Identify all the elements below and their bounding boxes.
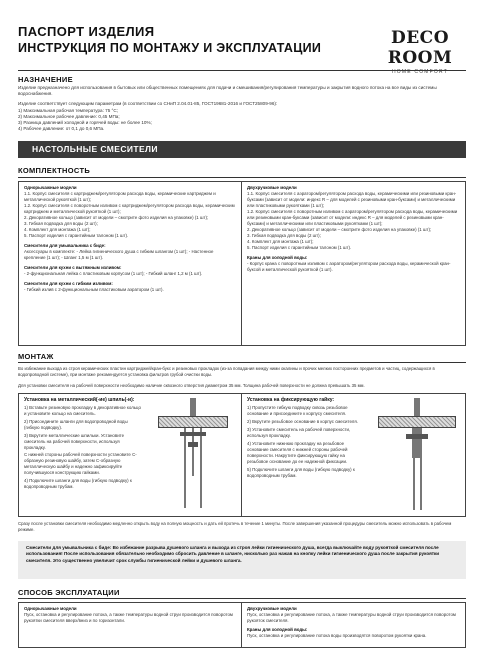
document-header	[18, 24, 466, 75]
purpose-param-3: 3) Разница давлений холодной и горячей воды: не более 10%;	[18, 120, 152, 125]
mount-left-panel	[24, 397, 142, 490]
brand-logo	[374, 28, 466, 75]
bidet-note-text	[26, 545, 458, 564]
usage-divider	[241, 602, 242, 648]
kit-left-item: 2. Декоративное кольцо (зависит от модели – смотрите фото изделия на упаковке) (1 шт);	[24, 215, 209, 220]
mount-left-title: Установка на металлический(-ие) шпиль(-и):	[24, 397, 135, 403]
mount-left-step: С нижней стороны рабочей поверхности установите С-образную резиновую шайбу, затем С-образную металлическую шайбу и надежно зафиксируйте получившуюся конструкцию гайками.	[24, 452, 137, 475]
kit-right-item: 2. Декоративное кольцо (зависит от модели – смотрите фото изделия на упаковке) (1 шт);	[247, 227, 432, 232]
nut-mount-illustration	[372, 398, 462, 514]
kit-divider	[241, 181, 242, 346]
usage-right-text-2: Пуск, остановка и регулирование потока воды производятся поворотом рукоятки крана.	[247, 633, 427, 638]
mount-after-text: Сразу после установки смесителя необходимо медленно открыть воду на полную мощность и дать ей протечь в течение 1 минуты. После завершения указанной процедуры смеситель можно использовать в рабочем режиме.	[18, 521, 452, 532]
banner-title: НАСТОЛЬНЫЕ СМЕСИТЕЛИ	[32, 144, 158, 154]
header-rule	[18, 70, 466, 71]
kit-right-item: Краны для холодной воды: - Корпус крана с поворотным изливом с аэратором/регулятором расхода воды, керамической кран-буксой и металлической рукояткой (1 шт).	[247, 255, 451, 272]
fixing-nut-shape	[406, 434, 428, 439]
washer-shape	[180, 432, 206, 436]
mount-left-step: 1) Вставьте резиновую прокладку в декоративное кольцо и установите кольцо на смеситель.	[24, 405, 141, 416]
logo-tagline: HOME COMFORT	[392, 69, 448, 75]
mount-right-title: Установка на фиксирующую гайку:	[247, 397, 335, 403]
kit-left-item: 5. Паспорт изделия с гарантийным талоном (1 шт).	[24, 233, 129, 238]
kit-right-item: 3. Гибкая подводка для воды (2 шт);	[247, 233, 321, 238]
mount-text-2: Для установки смесителя на рабочей поверхности необходимо наличие сквозного отверстия диаметром 35 мм. Толщина рабочей поверхности не должна превышать 35 мм.	[18, 383, 365, 388]
nut-shape	[188, 442, 198, 447]
faucet-body-shape	[414, 398, 420, 416]
logo-wordmark: DECO ROOM	[387, 28, 453, 68]
kit-left-item: Смесители для умывальника с биде: Аксессуары в комплекте: - Лейка гигиенического душа с гибким шлангом (1 шт); - Настенное крепление (1 шт); - Шланг 1,5 м (1 шт).	[24, 243, 214, 260]
kit-right-column	[247, 185, 461, 273]
kit-right-item: 4. Комплект для монтажа (1 шт);	[247, 239, 314, 244]
mount-rule	[18, 362, 466, 363]
bidet-note	[18, 541, 466, 579]
usage-rule	[18, 598, 466, 599]
mount-right-step: 2) Вкрутите резьбовое основание в корпус смесителя.	[247, 419, 358, 424]
kit-left-item: Смесители для кухни с вытяжным изливом: - 2-функциональная лейка с пластиковым корпусом (1 шт); - Гибкий шланг 1,2 м (1 шт).	[24, 265, 203, 276]
mount-right-step: 3) Установите смеситель на рабочей поверхности, используя прокладку.	[247, 427, 351, 438]
bidet-note-heading: Смесители для умывальника с биде:	[26, 545, 112, 550]
stud-mount-illustration	[150, 398, 236, 514]
document-subtitle: ИНСТРУКЦИЯ ПО МОНТАЖУ И ЭКСПЛУАТАЦИИ	[18, 41, 322, 55]
hose-shape	[184, 428, 186, 508]
mount-left-step: 3) Вкрутите металлические шпильки. Установите смеситель на рабочей поверхности, используя прокладку.	[24, 433, 125, 450]
kit-left-heading: Однорычажные модели	[24, 185, 77, 190]
purpose-text: Изделие предназначено для использования в бытовых или общественных помещениях для подачи и смешивания/регулирования температуры и закрытия водного потока на все виды из системы водоснабжения.	[18, 85, 437, 97]
kit-right-item: 1.2. Корпус смесителя с поворотным изливом с аэратором/регулятором расхода воды, керамическими или резиновыми кран-буксами (зависит от модели: индекс R – для моделей с резиновыми кран-буксами) и металлическими или пластиковыми рукоятками (1 шт);	[247, 209, 458, 226]
mount-right-step: 1) Пропустите гибкую подводку сквозь резьбовое основание и присоедините к корпусу смесителя.	[247, 405, 348, 416]
countertop-shape	[158, 416, 228, 428]
document-title: ПАСПОРТ ИЗДЕЛИЯ	[18, 24, 155, 39]
kit-right-item: Двухручковые модели 1.1. Корпус смесителя с аэратором/регулятором расхода воды, керамическими или резиновыми кран-буксами (зависит от модели: индекс R – для моделей с резиновыми кран-буксами) и металлическими или пластиковыми рукоятками (1 шт);	[247, 185, 457, 208]
mount-text-1: Во избежание выхода из строя керамических пластин картриджей/кран-букс и резиновых прокладок (из-за попадания между ними окалины и прочих мелких посторонних предметов и частиц, содержащихся в водопроводной системе), при монтаже рекомендуется установка фильтров грубой очистки воды.	[18, 366, 435, 377]
mount-right-step: 5) Подключите шланги для воды (гибкую подводку) к водопроводным трубам.	[247, 467, 355, 478]
kit-left-item: 3. Гибкая подводка для воды (2 шт);	[24, 221, 98, 226]
kit-rule	[18, 177, 466, 178]
purpose-param-2: 2) Максимальное рабочее давление: 0,45 МПа;	[18, 114, 120, 119]
purpose-param-1: 1) Максимальная рабочая температура: 75 °С;	[18, 108, 118, 113]
mount-left-step: 4) Подключите шланги для воды (гибкую подводку) к водопроводным трубам.	[24, 478, 132, 489]
kit-right-heading: Двухручковые модели	[247, 185, 297, 190]
hose-shape	[413, 458, 415, 510]
kit-left-item: Однорычажные модели 1.1. Корпус смесителя с картриджем/регулятором расхода воды, керамические картриджем и металлической рукояткой (1 шт);	[24, 185, 216, 202]
mount-title: МОНТАЖ	[18, 352, 54, 361]
mount-left-step: 2) Присоедините шланги для водопроводной воды (гибкую подводку).	[24, 419, 128, 430]
purpose-title: НАЗНАЧЕНИЕ	[18, 75, 73, 84]
kit-left-item: Смесители для кухни с гибким изливом: - Гибкий излив с 2-функциональным пластиковым аэратором (1 шт).	[24, 281, 164, 292]
hose-shape	[200, 428, 202, 508]
purpose-params-intro: Изделие соответствует следующим параметрам (в соответствии со СНиП 2.04.01-85, ГОСТ19681-2016 и ГОСТ25809-96):	[18, 101, 278, 106]
faucet-body-shape	[190, 398, 196, 416]
usage-right-heading: Двухручковые модели	[247, 606, 297, 611]
countertop-shape	[378, 416, 456, 428]
section-banner	[18, 141, 466, 158]
usage-right-column	[247, 606, 461, 639]
usage-right-text: Пуск, остановка и регулирование потока, а также температуры водной струи производится поворотом рукояток смесителя.	[247, 612, 456, 623]
mount-right-panel	[247, 397, 363, 479]
kit-left-item: 1.2. Корпус смесителя с поворотным изливом с картриджем/регулятором расхода воды, керамическим картриджем и металлической рукояткой (1 шт);	[24, 203, 235, 214]
usage-left-column	[24, 606, 236, 624]
threaded-base-shape	[412, 428, 422, 458]
usage-left-heading: Однорычажные модели	[24, 606, 77, 611]
usage-right-heading-2: Краны для холодной воды:	[247, 627, 308, 632]
hose-shape	[420, 458, 422, 510]
mount-divider	[241, 393, 242, 517]
kit-left-item: 4. Комплект для монтажа (1 шт);	[24, 227, 91, 232]
usage-left-text: Пуск, остановка и регулирование потока, а также температуры водной струи производится поворотом рукоятки смесителя вверх/вниз и по горизонтали.	[24, 612, 233, 623]
kit-left-column	[24, 185, 236, 293]
bidet-note-body: Во избежание разрыва душевого шланга и выхода из строя лейки гигиенического душа, всегда выключайте воду рукояткой смесителя после использования! После использования обязательно необходимо сбросить давление в шланге, нисколько раз нажав на кнопку лейки гигиенического душа после закрытия рукоятки смесителя. Это существенно увеличит срок службы гигиенической лейки и душевого шланга.	[26, 545, 440, 563]
kit-right-item: 5. Паспорт изделия с гарантийным талоном (1 шт).	[247, 245, 352, 250]
mount-right-step: 4) Установите нижнюю прокладку на резьбовое основание смесителя с нижней стороны рабочей поверхности. Накрутите фиксирующую гайку на резьбовое основание до ее надежной фиксации.	[247, 441, 348, 464]
purpose-param-4: 4) Рабочее давление: от 0,1 до 0,6 МПа.	[18, 126, 105, 131]
usage-title: СПОСОБ ЭКСПЛУАТАЦИИ	[18, 588, 120, 597]
kit-title: КОМПЛЕКТНОСТЬ	[18, 166, 91, 175]
